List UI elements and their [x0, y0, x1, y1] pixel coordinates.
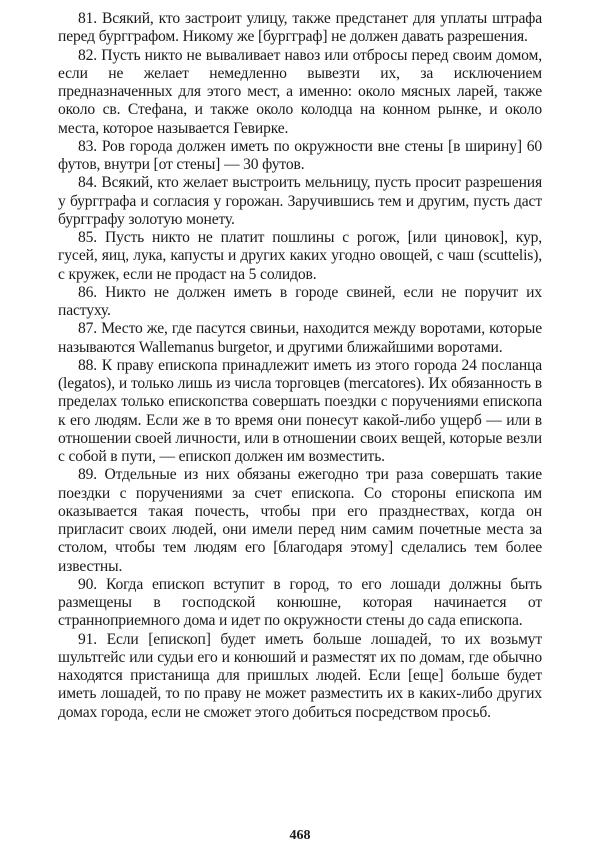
paragraph-88: 88. К праву епископа принадлежит иметь из этого города 24 посланца (legatos), и только лишь из числа торговцев (mercatores). Их обязанность в пределах только епископства совершать поездки с поручениями епископа к его людям. Если же в то время они понесут какой-либо ущерб — или в отношении своей личности, или в отношении своих вещей, которые везли с собой в пути, — епископ должен им возместить. — [58, 356, 542, 465]
page-body — [58, 10, 542, 722]
paragraph-81: 81. Всякий, кто застроит улицу, также предстанет для уплаты штрафа перед бургграфом. Никому же [бургграф] не должен давать разрешения. — [58, 10, 542, 46]
paragraph-89: 89. Отдельные из них обязаны ежегодно три раза совершать такие поездки с поручениями за счет епископа. Со стороны епископа им оказывается такая почесть, чтобы при его празднествах, когда он пригласит своих людей, они имели перед ним самим почетные места за столом, чтобы тем людям его [благодаря этому] сделались тем более известны. — [58, 466, 542, 575]
paragraph-87: 87. Место же, где пасутся свиньи, находится между воротами, которые называются Wallemanus burgetor, и другими ближайшими воротами. — [58, 320, 542, 356]
paragraph-90: 90. Когда епископ вступит в город, то его лошади должны быть размещены в господской конюшне, которая начинается от странноприемного дома и идет по окружности стены до сада епископа. — [58, 575, 542, 630]
paragraph-84: 84. Всякий, кто желает выстроить мельницу, пусть просит разрешения у бургграфа и согласия у горожан. Заручившись тем и другим, пусть даст бургграфу золотую монету. — [58, 174, 542, 228]
paragraph-86: 86. Никто не должен иметь в городе свиней, если не поручит их пастуху. — [58, 283, 542, 319]
paragraph-91: 91. Если [епископ] будет иметь больше лошадей, то их возьмут шультгейс или судьи его и конюший и разместят их по домам, где обычно находятся пристанища для пришлых людей. Если [еще] больше будет иметь лошадей, то по праву не может разместить их в каких-либо других домах города, если не сможет этого добиться посредством просьб. — [58, 630, 542, 721]
paragraph-82: 82. Пусть никто не вываливает навоз или отбросы перед своим домом, если не желает немедленно вывезти их, за исключением предназначенных для этого мест, а именно: около мясных ларей, также около св. Стефана, и также около колодца на конном рынке, и около места, которое называется Гевирке. — [58, 46, 542, 137]
page-number: 468 — [289, 828, 311, 843]
paragraph-83: 83. Ров города должен иметь по окружности вне стены [в ширину] 60 футов, внутри [от стены] — 30 футов. — [58, 137, 542, 173]
paragraph-85: 85. Пусть никто не платит пошлины с рогож, [или циновок], кур, гусей, яиц, лука, капусты и других каких угодно овощей, с чаш (scuttelis), с кружек, если не продаст на 5 солидов. — [58, 229, 542, 283]
